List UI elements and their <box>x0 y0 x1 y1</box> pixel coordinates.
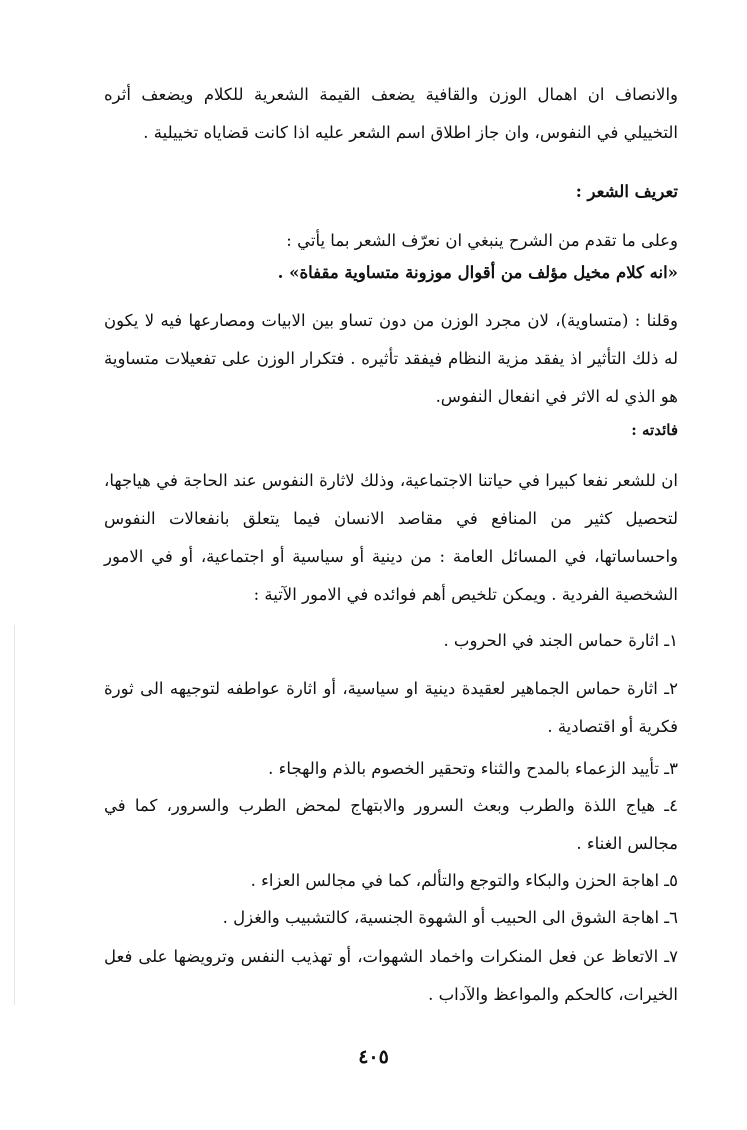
definition-heading: تعريف الشعر : <box>575 182 678 201</box>
benefit-heading: فائدته : <box>631 421 678 439</box>
definition-text: «انه كلام مخيل مؤلف من أقوال موزونة متساوية مقفاة» . <box>277 263 678 282</box>
list-item: ٤ـ هياج اللذة والطرب وبعث السرور والابتهاج لمحض الطرب والسرور، كما في مجالس الغناء . <box>104 796 678 853</box>
page-edge-divider <box>14 625 15 1005</box>
list-item: ٥ـ اهاجة الحزن والبكاء والتوجع والتألم، كما في مجالس العزاء . <box>250 871 678 890</box>
list-item: ١ـ اثارة حماس الجند في الحروب . <box>443 631 678 650</box>
list-item: ٧ـ الاتعاظ عن فعل المنكرات واخماد الشهوات، أو تهذيب النفس وترويضها على فعل الخيرات، كالحكم والمواعظ والآداب . <box>104 947 678 1004</box>
list-item: ٦ـ اهاجة الشوق الى الحبيب أو الشهوة الجنسية، كالتشبيب والغزل . <box>222 908 678 927</box>
equal-paragraph: وقلنا : (متساوية)، لان مجرد الوزن من دون تساو بين الابيات ومصارعها فيه لا يكون له ذلك التأثير اذ يفقد مزية النظام فيفقد تأثيره . فتكرار الوزن على تفعيلات متساوية هو الذي له الاثر في انفعال النفوس. <box>104 311 678 406</box>
list-item: ٣ـ تأييد الزعماء بالمدح والثناء وتحقير الخصوم بالذم والهجاء . <box>268 759 678 778</box>
page-number: ٤٠٥ <box>358 1046 389 1068</box>
definition-lead: وعلى ما تقدم من الشرح ينبغي ان نعرّف الشعر بما يأتي : <box>286 231 678 250</box>
list-item: ٢ـ اثارة حماس الجماهير لعقيدة دينية او سياسية، أو اثارة عواطفه لتوجيهه الى ثورة فكرية أو اقتصادية . <box>104 679 678 736</box>
intro-paragraph: والانصاف ان اهمال الوزن والقافية يضعف القيمة الشعرية للكلام ويضعف أثره التخييلي في النفوس، وان جاز اطلاق اسم الشعر عليه اذا كانت قضاياه تخييلية . <box>104 85 678 142</box>
benefit-paragraph: ان للشعر نفعا كبيرا في حياتنا الاجتماعية، وذلك لاثارة النفوس عند الحاجة في هياجها، لتحصيل كثير من المنافع في مقاصد الانسان فيما يتعلق بانفعالات النفوس واحساساتها، في المسائل العامة : من دينية أو سياسية أو اجتماعية، أو في الامور الشخصية الفردية . ويمكن تلخيص أهم فوائده في الامور الآتية : <box>104 471 678 604</box>
